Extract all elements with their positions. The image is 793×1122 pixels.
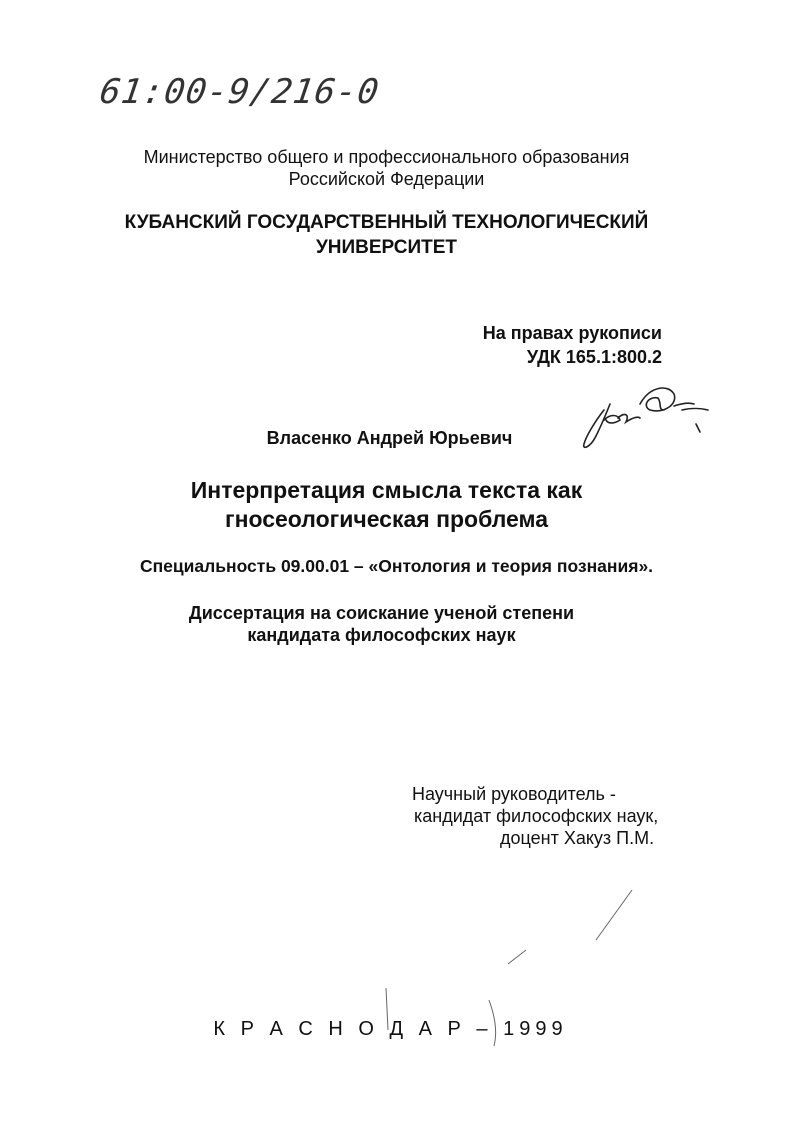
udk-code: УДК 165.1:800.2 — [526, 347, 662, 367]
university-line-1: КУБАНСКИЙ ГОСУДАРСТВЕННЫЙ ТЕХНОЛОГИЧЕСКИЙ — [124, 212, 649, 233]
city-year: К Р А С Н О Д А Р – 1999 — [213, 1018, 568, 1040]
degree-line-1: Диссертация на соискание ученой степени — [188, 603, 575, 623]
manuscript-rights: На правах рукописи — [482, 323, 662, 343]
signature-icon — [584, 388, 708, 447]
university-line-2: УНИВЕРСИТЕТ — [315, 237, 458, 258]
scan-line-marks — [386, 890, 632, 1046]
specialty: Специальность 09.00.01 – «Онтология и теория познания». — [139, 556, 654, 576]
supervisor-line-2: кандидат философских наук, — [414, 806, 659, 826]
title-line-2: гносеологическая проблема — [224, 506, 549, 532]
ministry-line-1: Министерство общего и профессионального образования — [143, 147, 630, 167]
title-line-1: Интерпретация смысла текста как — [190, 477, 583, 503]
supervisor-line-1: Научный руководитель - — [412, 784, 616, 804]
degree-line-2: кандидата философских наук — [247, 625, 516, 645]
archive-code: 61:00-9/216-0 — [97, 72, 382, 112]
ministry-line-2: Российской Федерации — [288, 169, 485, 189]
author-name: Власенко Андрей Юрьевич — [266, 428, 513, 448]
supervisor-line-3: доцент Хакуз П.М. — [500, 828, 655, 848]
